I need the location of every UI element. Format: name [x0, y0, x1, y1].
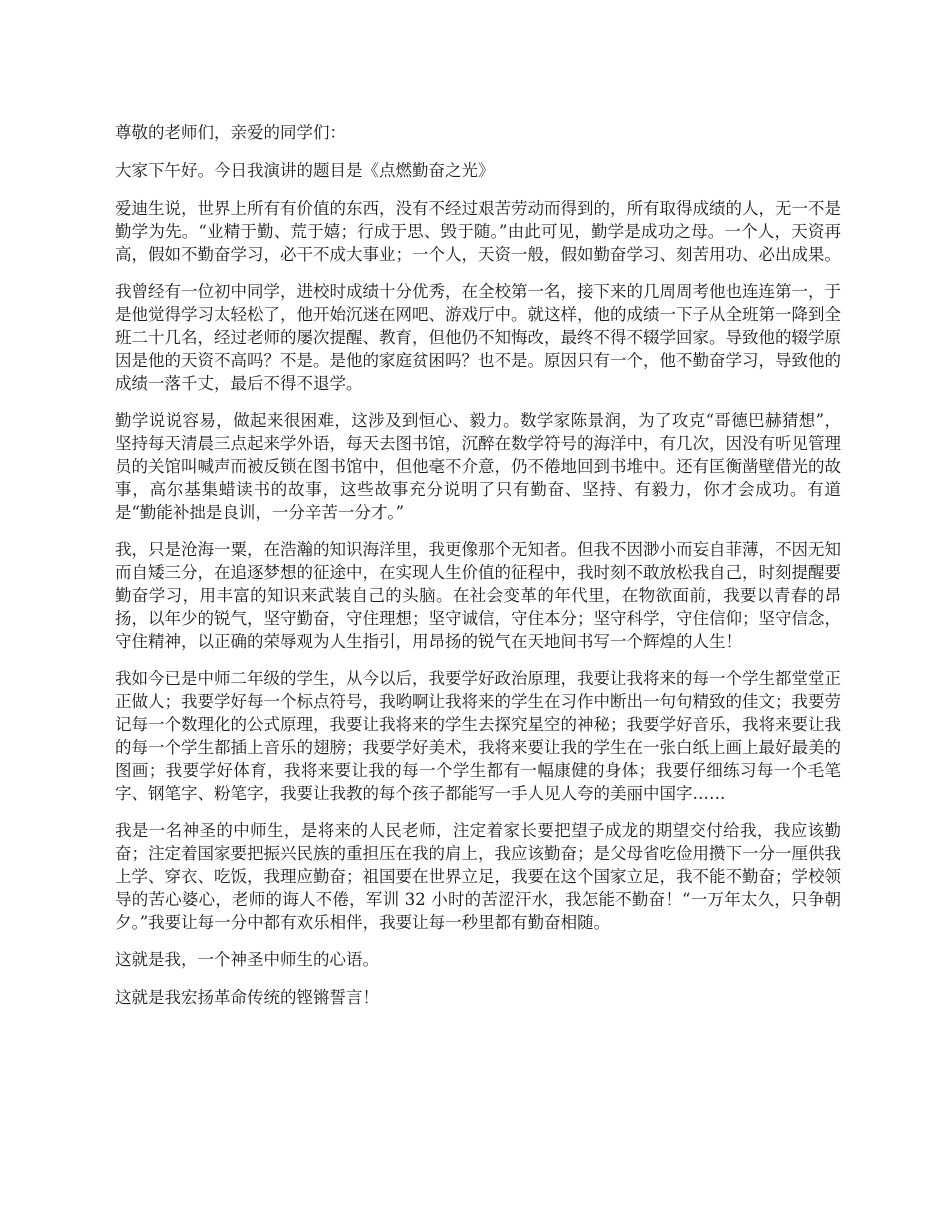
paragraph-self-reflection: 我，只是沧海一粟，在浩瀚的知识海洋里，我更像那个无知者。但我不因渺小而妄自菲薄，不因无知而自矮三分，在追逐梦想的征途中，在实现人生价值的征程中，我时刻不敢放松我自己，时刻提醒要勤奋学习，用丰富的知识来武装自己的头脑。在社会变革的年代里，在物欲面前，我要以青春的昂扬，以年少的锐气，坚守勤奋，守住理想；坚守诚信，守住本分；坚守科学，守住信仰；坚守信念，守住精神，以正确的荣辱观为人生指引，用昂扬的锐气在天地间书写一个辉煌的人生！	[115, 540, 841, 651]
salutation: 尊敬的老师们，亲爱的同学们：	[115, 123, 346, 142]
paragraph-teacher-duty: 我是一名神圣的中师生，是将来的人民老师，注定着家长要把望子成龙的期望交付给我，我应该勤奋；注定着国家要把振兴民族的重担压在我的肩上，我应该勤奋；是父母省吃俭用攒下一分一厘供我上学、穿衣、吃饭，我理应勤奋；祖国要在世界立足，我要在这个国家立足，我不能不勤奋；学校领导的苦心婆心，老师的诲人不倦，军训 32 小时的苦涩汗水，我怎能不勤奋！“一万年太久，只争朝夕。”我要让每一分中都有欢乐相伴，我要让每一秒里都有勤奋相随。	[115, 821, 841, 932]
speech-intro: 大家下午好。今日我演讲的题目是《点燃勤奋之光》	[115, 161, 495, 180]
paragraph-edison-quote: 爱迪生说，世界上所有有价值的东西，没有不经过艰苦劳动而得到的，所有取得成绩的人，无一不是勤学为先。“业精于勤、荒于嬉；行成于思、毁于随。”由此可见，勤学是成功之母。一个人，天资再高，假如不勤奋学习，必干不成大事业；一个人，天资一般，假如勤奋学习、刻苦用功、必出成果。	[115, 199, 841, 264]
paragraph-perseverance: 勤学说说容易，做起来很困难，这涉及到恒心、毅力。数学家陈景润，为了攻克“哥德巴赫猜想”，坚持每天清晨三点起来学外语，每天去图书馆，沉醉在数学符号的海洋中，有几次，因没有听见管理员的关馆叫喊声而被反锁在图书馆中，但他毫不介意，仍不倦地回到书堆中。还有匡衡凿壁借光的故事，高尔基集蜡读书的故事，这些故事充分说明了只有勤奋、坚持、有毅力，你才会成功。有道是“勤能补拙是良训，一分辛苦一分才。”	[115, 411, 841, 522]
closing-line-2: 这就是我宏扬革命传统的铿锵誓言！	[115, 988, 379, 1007]
closing-line-1: 这就是我，一个神圣中师生的心语。	[115, 950, 379, 969]
paragraph-classmate-story: 我曾经有一位初中同学，进校时成绩十分优秀，在全校第一名，接下来的几周周考他也连连第一，于是他觉得学习太轻松了，他开始沉迷在网吧、游戏厅中。就这样，他的成绩一下子从全班第一降到全班二十几名，经过老师的屡次提醒、教育，但他仍不知悔改，最终不得不辍学回家。导致他的辍学原因是他的天资不高吗？不是。是他的家庭贫困吗？也不是。原因只有一个，他不勤奋学习，导致他的成绩一落千丈，最后不得不退学。	[115, 282, 841, 393]
paragraph-study-goals: 我如今已是中师二年级的学生，从今以后，我要学好政治原理，我要让我将来的每一个学生都堂堂正正做人；我要学好每一个标点符号，我哟啊让我将来的学生在习作中断出一句句精致的佳文；我要劳记每一个数理化的公式原理，我要让我将来的学生去探究星空的神秘；我要学好音乐，我将来要让我的每一个学生都插上音乐的翅膀；我要学好美术，我将来要让我的学生在一张白纸上画上最好最美的图画；我要学好体育，我将来要让我的每一个学生都有一幅康健的身体；我要仔细练习每一个毛笔字、钢笔字、粉笔字，我要让我教的每个孩子都能写一手人见人夸的美丽中国字……	[115, 669, 841, 803]
document-body	[115, 121, 841, 1024]
